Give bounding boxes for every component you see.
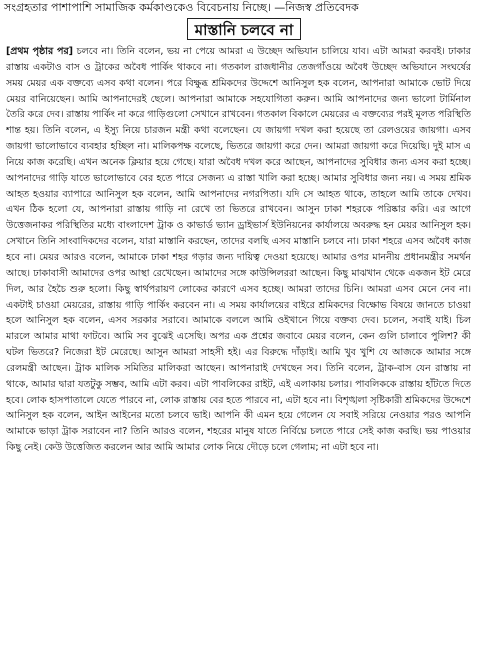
article-text: চলবে না। তিনি বলেন, ভয় না পেয়ে আমরা এ উচ্ছেদ অভিযান চালিয়ে যাব। এটা আমরা করবই। ঢাকার রাস্তায় একটাও বাস ও ট্রাকের অবৈধ পার্কিং থাকবে না। গতকাল রাজধানীর তেজগাঁওয়ে অবৈধ উচ্ছেদ অভিযানে সংঘর্ষের সময় মেয়র এক বক্তব্যে এসব কথা বলেন। পরে বিক্ষুব্ধ শ্রমিকদের উদ্দেশে আনিসুল হক বলেন, আপনারা আমাকে ভোট দিয়ে মেয়র বানিয়েছেন। আমি আপনাদেরই ছেলে। আপনারা আমাকে সহযোগিতা করুন। আমি আপনাদের জন্য ভালো টার্মিনাল তৈরি করে দেব। রাস্তায় পার্কিং না করে গাড়িগুলো সেখানে রাখবেন। গতকাল বিকালে মেয়রের এ বক্তব্যের পরই মূলত পরিস্থিতি শান্ত হয়। তিনি বলেন, এ ইস্যু নিয়ে চারজন মন্ত্রী কথা বলেছেন। যে জায়গা দখল করা হয়েছে তা রেলওয়ের জায়গা। এসব জায়গা ভালোভাবে ব্যবহার হচ্ছিল না। মালিকপক্ষ বলেছে, ভিতরে জায়গা করে দেন। আমরা জায়গা করে দিয়েছি। দুই মাস এ নিয়ে কাজ করেছি। এখন অনেক ক্লিয়ার হয়ে গেছে। যারা অবৈধ দখল করে আছেন, আপনাদের সুবিধার জন্য এসব করা হচ্ছে। আপনাদের গাড়ি যাতে ভালোভাবে বের হতে পারে সেজন্য এ রাস্তা খালি করা হচ্ছে। আমার সুবিধার জন্য নয়। এ সময় শ্রমিক আহত হওয়ার ব্যাপারে আনিসুল হক বলেন, আমি আপনাদের নগরপিতা। যদি সে আহত থাকে, তাহলে আমি তাকে দেখব। এখন ঠিক হলো যে, আপনারা রাস্তায় গাড়ি না রেখে তা ভিতরে রাখবেন। আসুন ঢাকা শহরকে পরিষ্কার করি। এর আগে উত্তেজনাকর পরিস্থিতির মধ্যে বাংলাদেশ ট্রাক ও কাভার্ড ভ্যান ড্রাইভার্স ইউনিয়নের কার্যালয়ে অবরুদ্ধ হন মেয়র আনিসুল হক। সেখানে তিনি সাংবাদিকদের বলেন, যারা মাস্তানি করছেন, তাদের বলছি এসব মাস্তানি চলবে না। ঢাকা শহরে এসব অবৈধ কাজ হবে না। মেয়র আরও বলেন, আমাকে ঢাকা শহর গড়ার জন্য দায়িত্ব দেওয়া হয়েছে। আমার ওপর মাননীয় প্রধানমন্ত্রীর সমর্থন আছে। ঢাকাবাসী আমাদের ওপর আস্থা রেখেছেন। আমাদের সঙ্গে কাউন্সিলররা আছেন। কিছু মাঝখান থেকে একজন ইট মেরে দিল, আর হৈচৈ শুরু হলো। কিছু স্বার্থপরায়ণ লোকের কারণে এসব হচ্ছে। আমরা তাদের চিনি। আমরা এসব মেনে নেব না। একটাই চাওয়া মেয়রের, রাস্তায় গাড়ি পার্কিং করবেন না। এ সময় কার্যালয়ের বাইরে শ্রমিকদের বিক্ষোভ বিষয়ে জানতে চাওয়া হলে আনিসুল হক বলেন, এসব সরকার সরাবে। আমাকে বললে আমি ওইখানে গিয়ে বক্তব্য দেব। চলেন, সবাই যাই। চিল মারলে আমার মাথা ফাটবে। আমি সব বুঝেই এসেছি। অপর এক প্রশ্নের জবাবে মেয়র বলেন, কেন গুলি চালাবে পুলিশ? কী ঘটল ভিতরে? নিজেরা ইট মেরেছে। আসুন আমরা সাহসী হই। এর বিরুদ্ধে দাঁড়াই। আমি খুব খুশি যে আজকে আমার সঙ্গে রেলমন্ত্রী আছেন। ট্রাক মালিক সমিতির মালিকরা আছেন। আপনারাই দেখছেন সব। তিনি বলেন, ট্রাক-বাস যেন রাস্তায় না থাকে, আমার দ্বারা যতটুকু সম্ভব, আমি এটা করব। এটা পাবলিকের রাইট, এই এলাকায় চলার। পাবলিককে রাস্তায় হাঁটতে দিতে হবে। লোক হাসপাতালে যেতে পারবে না, লোক রাস্তায় বের হতে পারবে না, এটা হবে না। বিশৃঙ্খলা সৃষ্টিকারী শ্রমিকদের উদ্দেশে আনিসুল হক বলেন, আইন আইনের মতো চলবে ভাই। আপনি কী এমন হয়ে গেলেন যে সবাই সরিয়ে নেওয়ার পরও আপনি আমাকে ভাড়া ট্রাক সরাবেন না? তিনি আরও বলেন, শহরের মানুষ যাতে নির্বিঘ্নে চলতে পারে সেই কাজ করছি। ভয় পাওয়ার কিছু নেই। কেউ উত্তেজিত করলেন আর আমি আমার লোক নিয়ে দৌড়ে চলে গেলাম; না এটা হবে না। [6, 46, 471, 454]
headline: মাস্তানি চলবে না [187, 18, 301, 40]
previous-article-tail: সংগ্রহতার পাশাপাশি সামাজিক কর্মকাণ্ডকেও বিবেচনায় নিচ্ছে। —নিজস্ব প্রতিবেদক [4, 1, 359, 14]
continued-from-front-page: [প্রথম পৃষ্ঠার পর] [6, 46, 73, 57]
article-body [6, 44, 471, 666]
